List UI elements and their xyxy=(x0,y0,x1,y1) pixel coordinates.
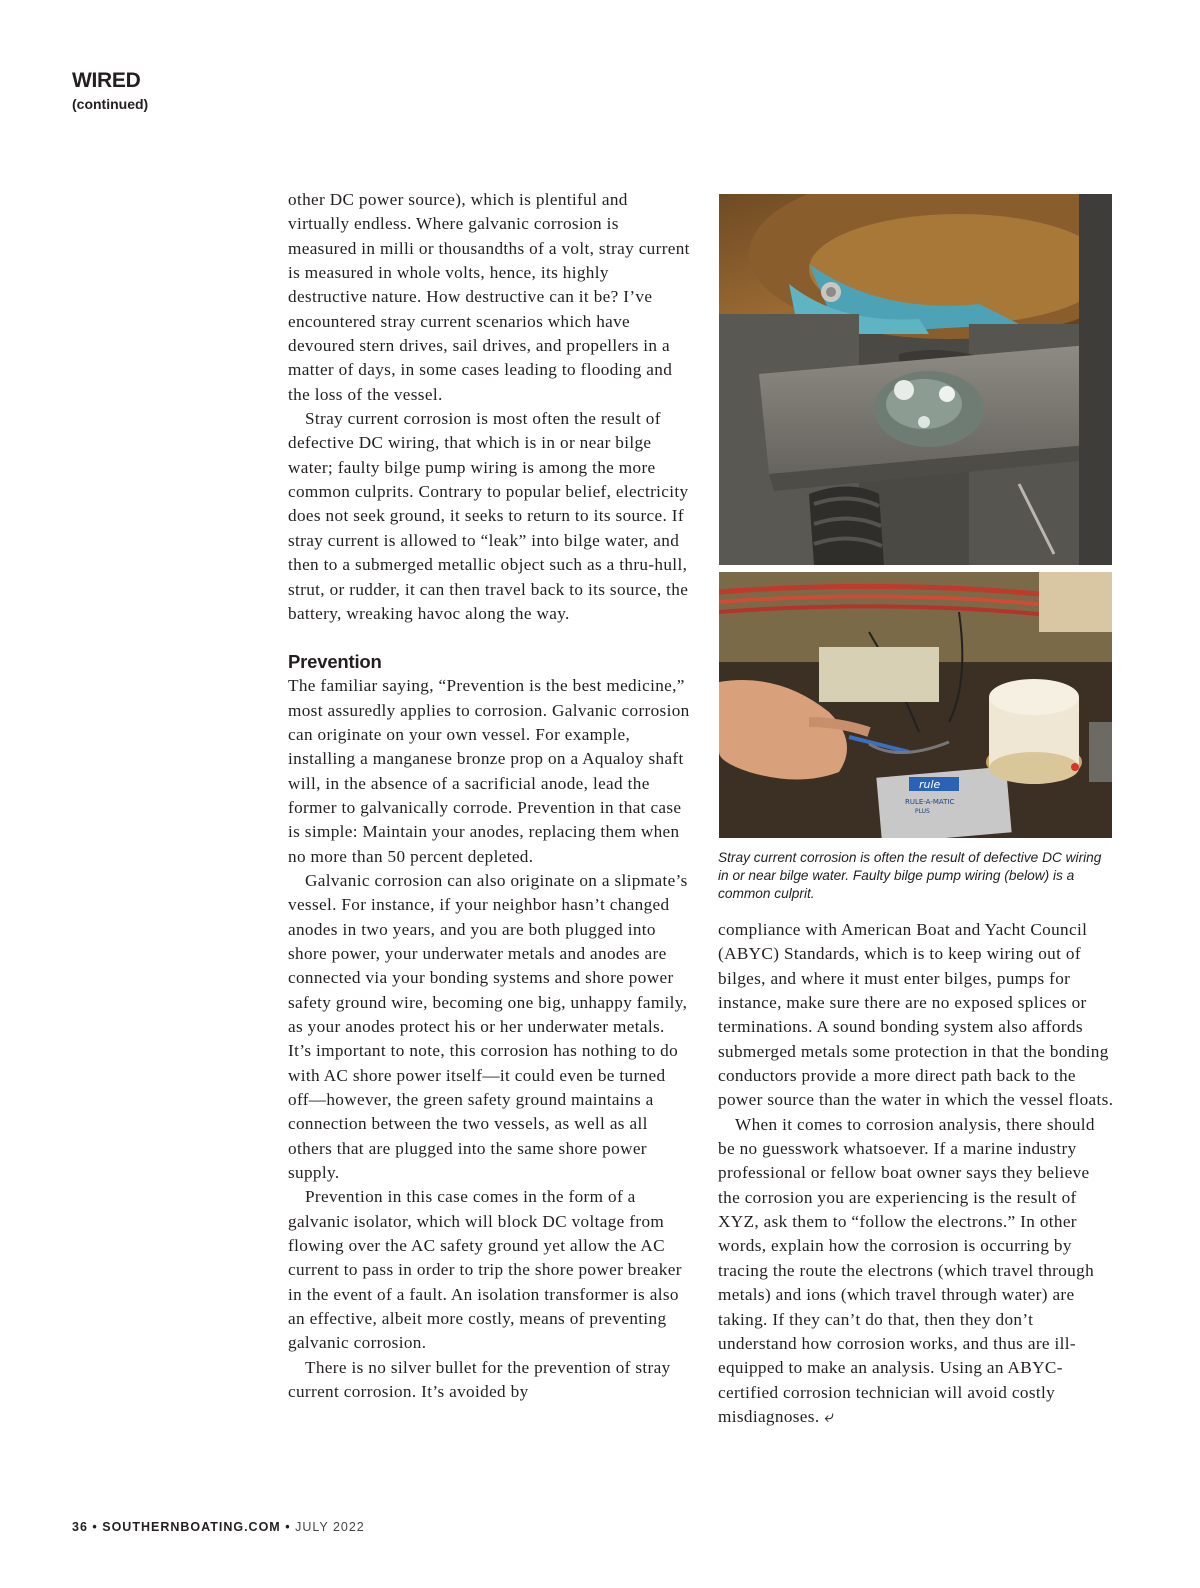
prevention-heading: Prevention xyxy=(288,651,382,673)
bilge-pump-illustration xyxy=(719,572,1112,838)
right-paragraph-1: compliance with American Boat and Yacht Council (ABYC) Standards, which is to keep wiring out of bilges, and where it must enter bilges, pumps for instance, make sure there are no exposed splices or terminations. A sound bonding system also affords submerged metals some protection in that the bonding conductors provide a more direct path back to the power source than the water in which the vessel floats. xyxy=(718,920,1114,1110)
right-paragraph-2 xyxy=(718,1113,1114,1429)
left-paragraph-4: Galvanic corrosion can also originate on a slipmate’s vessel. For instance, if your neighbor hasn’t changed anodes in two years, and you are both plugged into shore power, your underwater metals and anodes are connected via your bonding systems and shore power safety ground wire, becoming one big, unhappy family, as your anodes protect his or her underwater metals. It’s important to note, this corrosion has nothing to do with AC shore power itself—it could even be turned off—however, the green safety ground maintains a connection between the two vessels, as well as all others that are plugged into the same shore power supply. xyxy=(288,870,688,1183)
section-header xyxy=(72,68,148,113)
corroded-anode-photo xyxy=(719,194,1112,565)
corroded-anode-illustration xyxy=(719,194,1112,565)
footer-site: SOUTHERNBOATING.COM xyxy=(102,1520,281,1534)
footer-separator-1: • xyxy=(87,1520,103,1534)
page-footer xyxy=(72,1520,365,1534)
left-paragraph-6: There is no silver bullet for the prevention of stray current corrosion. It’s avoided by xyxy=(288,1357,671,1402)
page-number: 36 xyxy=(72,1520,88,1534)
pump-sub-label: PLUS xyxy=(915,808,930,815)
left-paragraph-3: The familiar saying, “Prevention is the best medicine,” most assuredly applies to corrosion. Galvanic corrosion can originate on your own vessel. For example, installing a manganese bronze prop on a Aqualoy shaft will, in the absence of a sacrificial anode, lead the former to galvanically corrode. Prevention in that case is simple: Maintain your anodes, replacing them when no more than 50 percent depleted. xyxy=(288,676,690,866)
end-mark-icon: ⤶ xyxy=(824,1406,835,1426)
pump-model-label: RULE-A-MATIC xyxy=(905,798,955,806)
right-paragraph-2-text: When it comes to corrosion analysis, there should be no guesswork whatsoever. If a marine industry professional or fellow boat owner says they believe the corrosion you are experiencing is the result of XYZ, ask them to “follow the electrons.” In other words, explain how the corrosion is occurring by tracing the route the electrons (which travel through metals) and ions (which travel through water) are taking. If they can’t do that, then they don’t understand how corrosion works, and thus are ill-equipped to make an analysis. Using an ABYC-certified corrosion technician will avoid costly misdiagnoses. xyxy=(718,1114,1095,1426)
photo-caption: Stray current corrosion is often the result of defective DC wiring in or near bilge water. Faulty bilge pump wiring (below) is a common culprit. xyxy=(718,850,1102,901)
left-paragraph-2: Stray current corrosion is most often the result of defective DC wiring, that which is in or near bilge water; faulty bilge pump wiring is among the more common culprits. Contrary to popular belief, electricity does not seek ground, it seeks to return to its source. If stray current is allowed to “leak” into bilge water, and then to a submerged metallic object such as a thru-hull, strut, or rudder, it can then travel back to its source, the battery, wreaking havoc along the way. xyxy=(288,409,689,623)
bilge-pump-wiring-photo xyxy=(719,572,1112,838)
continued-label: (continued) xyxy=(72,96,149,112)
left-paragraph-1: other DC power source), which is plentiful and virtually endless. Where galvanic corrosion is measured in milli or thousandths of a volt, stray current is measured in whole volts, hence, its highly destructive nature. How destructive can it be? I’ve encountered stray current scenarios which have devoured stern drives, sail drives, and propellers in a matter of days, in some cases leading to flooding and the loss of the vessel. xyxy=(288,190,690,404)
footer-separator-2: • xyxy=(280,1520,296,1534)
pump-brand-label: rule xyxy=(919,778,941,791)
left-paragraph-5: Prevention in this case comes in the form of a galvanic isolator, which will block DC voltage from flowing over the AC safety ground yet allow the AC current to pass in order to trip the shore power breaker in the event of a fault. An isolation transformer is also an effective, albeit more costly, means of preventing galvanic corrosion. xyxy=(288,1187,682,1353)
footer-issue: JULY 2022 xyxy=(295,1520,365,1534)
right-column xyxy=(718,918,1114,1429)
left-column xyxy=(288,188,690,1405)
section-title: WIRED xyxy=(72,69,141,92)
